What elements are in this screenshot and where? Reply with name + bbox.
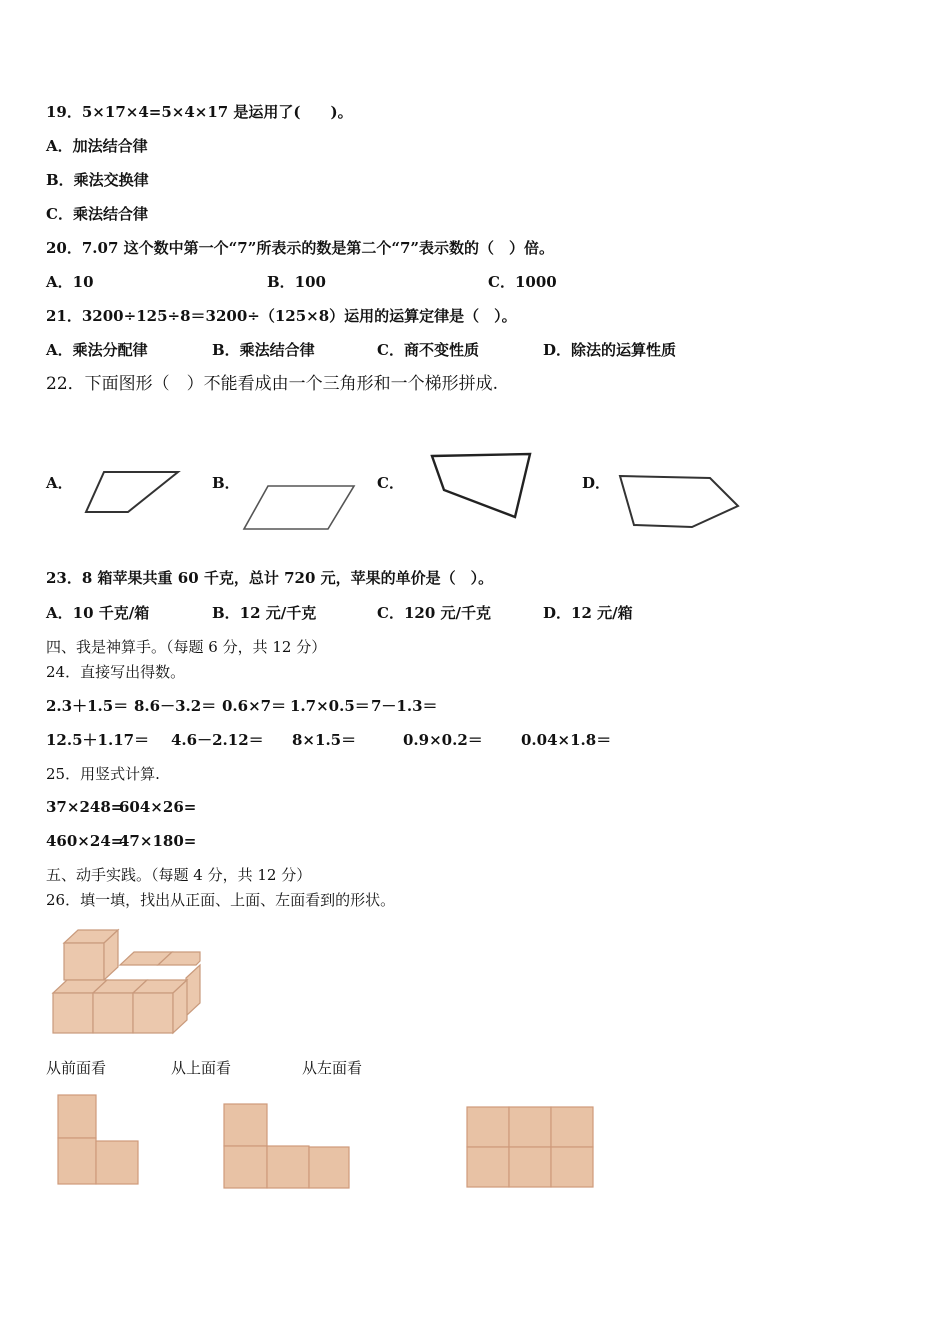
q19-option-a: A．加法结合律 (46, 137, 148, 155)
q19-stem: 19．5×17×4=5×4×17 是运用了( )。 (46, 103, 353, 121)
view-label-top: 从上面看 (171, 1059, 232, 1077)
q23-option-b: B．12 元/千克 (212, 604, 317, 622)
q23-stem: 23．8 箱苹果共重 60 千克，总计 720 元，苹果的单价是（ ）。 (46, 569, 494, 587)
shape-a-parallelogram (80, 466, 190, 518)
shape-c-quadrilateral (426, 448, 541, 523)
view-shape-3 (466, 1106, 596, 1190)
q24-stem: 24．直接写出得数。 (46, 663, 186, 681)
q25-expr: 47×180= (119, 832, 197, 850)
q22-option-b: B． (212, 474, 240, 492)
cube-stack-figure (50, 926, 210, 1038)
q20-stem: 20．7.07 这个数中第一个“7”所表示的数是第二个“7”表示数的（ ）倍。 (46, 239, 555, 257)
q22-option-a: A． (46, 474, 73, 492)
q20-option-a: A．10 (46, 273, 94, 291)
q21-stem: 21．3200÷125÷8＝3200÷（125×8）运用的运算定律是（ ）。 (46, 307, 517, 325)
q23-option-d: D．12 元/箱 (543, 604, 633, 622)
q26-stem: 26．填一填，找出从正面、上面、左面看到的形状。 (46, 891, 396, 909)
q25-expr: 37×248= (46, 798, 124, 816)
q24-expr: 0.9×0.2＝ (403, 731, 483, 749)
q21-option-a: A．乘法分配律 (46, 341, 148, 359)
q20-option-b: B．100 (267, 273, 326, 291)
q19-option-b: B．乘法交换律 (46, 171, 149, 189)
q25-stem: 25．用竖式计算. (46, 765, 160, 783)
q20-option-c: C．1000 (488, 273, 557, 291)
view-shape-2 (222, 1102, 352, 1190)
q24-expr: 4.6－2.12＝ (171, 731, 264, 749)
view-label-left: 从左面看 (302, 1059, 363, 1077)
q19-option-c: C．乘法结合律 (46, 205, 148, 223)
shape-d-pentagon (614, 470, 744, 532)
view-label-front: 从前面看 (46, 1059, 107, 1077)
q24-expr: 8.6－3.2＝ (134, 697, 217, 715)
q24-expr: 0.04×1.8＝ (521, 731, 612, 749)
section4-heading: 四、我是神算手。（每题 6 分，共 12 分） (46, 638, 327, 656)
q24-expr: 12.5＋1.17＝ (46, 731, 150, 749)
q24-expr: 8×1.5＝ (292, 731, 357, 749)
q21-option-b: B．乘法结合律 (212, 341, 315, 359)
q22-stem: 22．下面图形（ ）不能看成由一个三角形和一个梯形拼成. (46, 374, 499, 394)
q23-option-c: C．120 元/千克 (377, 604, 491, 622)
q25-expr: 604×26= (119, 798, 197, 816)
q24-expr: 0.6×7＝ (222, 697, 287, 715)
q22-option-c: C． (377, 474, 404, 492)
shape-b-parallelogram (240, 480, 365, 535)
q24-expr: 7－1.3＝ (371, 697, 438, 715)
section5-heading: 五、动手实践。（每题 4 分，共 12 分） (46, 866, 312, 884)
q25-expr: 460×24= (46, 832, 124, 850)
q24-expr: 1.7×0.5＝ (290, 697, 370, 715)
q21-option-c: C．商不变性质 (377, 341, 479, 359)
q22-option-d: D． (582, 474, 611, 492)
q24-expr: 2.3＋1.5＝ (46, 697, 129, 715)
q23-option-a: A．10 千克/箱 (46, 604, 150, 622)
q21-option-d: D．除法的运算性质 (543, 341, 677, 359)
view-shape-1 (56, 1094, 142, 1188)
